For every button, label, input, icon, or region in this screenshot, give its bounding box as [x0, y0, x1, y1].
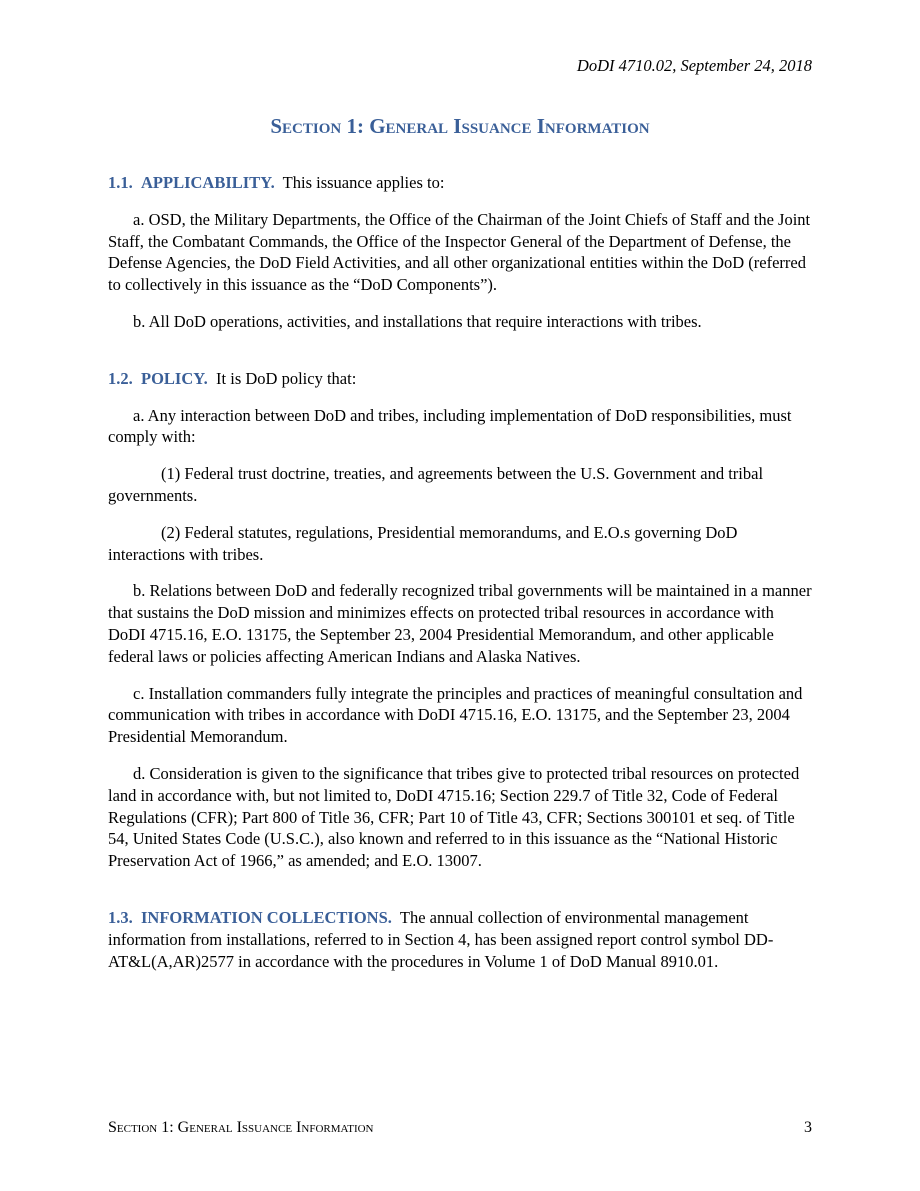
policy-intro: It is DoD policy that: [216, 368, 357, 388]
policy-number: 1.2. [108, 368, 133, 388]
running-header: DoDI 4710.02, September 24, 2018 [576, 56, 812, 75]
policy-item-a: a. Any interaction between DoD and tribes, including implementation of DoD responsibilities, must comply with: [108, 405, 792, 447]
document-body [108, 172, 812, 972]
information-collections-text: The annual collection of environmental management information from installations, referred to in Section 4, has been assigned report control symbol DD-AT&L(A,AR)2577 in accordance with the procedures in Volume 1 of DoD Manual 8910.01. [108, 907, 774, 971]
information-collections-paragraph [108, 907, 812, 972]
policy-sub-item-2: (2) Federal statutes, regulations, Presidential memorandums, and E.O.s governing DoD interactions with tribes. [108, 522, 738, 564]
applicability-heading [108, 172, 812, 194]
policy-label: POLICY. [141, 368, 208, 388]
applicability-number: 1.1. [108, 173, 133, 192]
applicability-label: APPLICABILITY. [141, 173, 275, 192]
applicability-intro: This issuance applies to: [282, 173, 445, 192]
information-collections-label: INFORMATION COLLECTIONS. [141, 907, 392, 927]
applicability-item-b: b. All DoD operations, activities, and installations that require interactions with tribes. [133, 311, 702, 331]
footer-section-title: Section 1: General Issuance Information [108, 1119, 374, 1136]
policy-heading [108, 368, 812, 390]
policy-item-b: b. Relations between DoD and federally recognized tribal governments will be maintained in a manner that sustains the DoD mission and minimizes effects on protected tribal resources in accordance with DoDI 4715.16, E.O. 13175, the September 23, 2004 Presidential Memorandum, and other applicable federal laws or policies affecting American Indians and Alaska Natives. [108, 581, 812, 666]
policy-item-c: c. Installation commanders fully integrate the principles and practices of meaningful consultation and communication with tribes in accordance with DoDI 4715.16, E.O. 13175, and the September 23, 2004 Presidential Memorandum. [108, 683, 803, 747]
policy-item-d: d. Consideration is given to the significance that tribes give to protected tribal resources on protected land in accordance with, but not limited to, DoDI 4715.16; Section 229.7 of Title 32, Code of Federal Regulations (CFR); Part 800 of Title 36, CFR; Part 10 of Title 43, CFR; Sections 300101 et seq. of Title 54, United States Code (U.S.C.), also known and referred to in this issuance as the “National Historic Preservation Act of 1966,” as amended; and E.O. 13007. [108, 763, 800, 871]
applicability-item-a: a. OSD, the Military Departments, the Office of the Chairman of the Joint Chiefs of Staff and the Joint Staff, the Combatant Commands, the Office of the Inspector General of the Department of Defense, the Defense Agencies, the DoD Field Activities, and all other organizational entities within the DoD (referred to collectively in this issuance as the “DoD Components”). [108, 209, 811, 295]
information-collections-number: 1.3. [108, 907, 133, 927]
footer-page-number: 3 [804, 1119, 812, 1136]
section-title: Section 1: General Issuance Information [270, 114, 650, 138]
policy-sub-item-1: (1) Federal trust doctrine, treaties, and agreements between the U.S. Government and tribal governments. [108, 464, 764, 505]
